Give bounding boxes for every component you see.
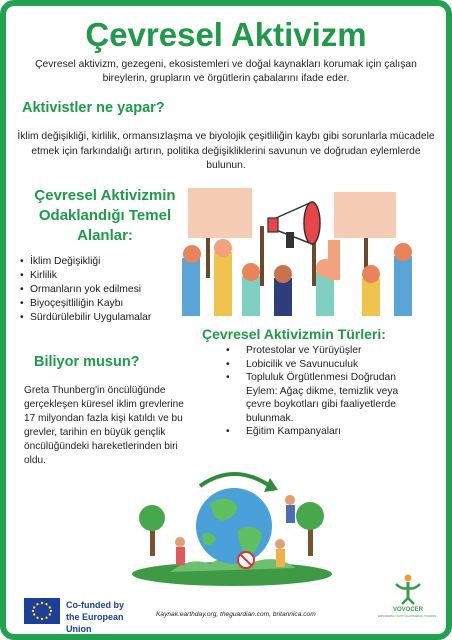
megaphone-icon: [268, 202, 320, 248]
protest-sign: [188, 188, 252, 238]
list-item: • Biyoçeşitliliğin Kaybı: [20, 297, 151, 311]
list-item: • Topluluk Örgütlenmesi Doğrudan Eylem: Ağaç dikme, temizlik veya çevre boykotları gibi faaliyetlerde bulunmak.: [236, 371, 426, 425]
list-item: • Lobicilik ve Savunuculuk: [236, 358, 426, 372]
globe-illustration: [130, 464, 334, 588]
list-item: • Ormanların yok edilmesi: [20, 283, 151, 297]
list-item: • Sürdürülebilir Uygulamalar: [20, 311, 151, 325]
vovocer-logo: [377, 570, 439, 618]
eu-flag-icon: [24, 598, 60, 624]
did-you-know-heading: Biliyor musun?: [34, 354, 140, 370]
focus-areas-list: [20, 255, 151, 325]
intro-text: Çevresel aktivizm, gezegeni, ekosistemleri ve doğal kaynakları korumak için çalışan bireylerin, grupların ve örgütlerin çabalarını ifade eder.: [35, 59, 417, 84]
eu-text: [66, 599, 144, 635]
what-they-do-heading: Aktivistler ne yapar?: [22, 100, 165, 116]
eu-cofunded-logo: [24, 598, 144, 634]
raised-arms: [182, 239, 412, 316]
list-item: • Kirlilik: [20, 269, 151, 283]
globe-icon: [196, 488, 272, 564]
protest-illustration: [176, 182, 434, 316]
poster-title: Çevresel Aktivizm: [85, 16, 367, 53]
focus-areas-heading: Çevresel Aktivizmin Odaklandığı Temel Alanlar:: [34, 187, 176, 244]
eu-line-1: Co-funded by: [66, 600, 124, 610]
eu-line-2: the European Union: [66, 612, 124, 634]
list-item: • Eğitim Kampanyaları: [236, 425, 426, 439]
source-credit: Kaynak:earthday.org, theguardian.com, britannica.com: [156, 611, 316, 618]
partner-subtitle: EMPOWERING YOUTH VOLUNTEERING TOWARDS...: [377, 615, 439, 618]
activism-types-list: [236, 344, 426, 439]
partner-name: VOVOCER: [392, 607, 424, 613]
activism-types-heading: Çevresel Aktivizmin Türleri:: [202, 326, 386, 342]
protest-sign: [334, 192, 396, 238]
did-you-know-text: Greta Thunberg'in öncülüğünde gerçekleşen küresel iklim grevlerine 17 milyondan fazla kişi katıldı ve bu grevler, tarihin en büyük gençlik öncülüğündeki hareketlerinden biri oldu.: [24, 385, 184, 466]
what-they-do-text: İklim değişikliği, kirlilik, ormansızlaşma ve biyolojik çeşitliliğin kaybı gibi sorunlarla mücadele etmek için farkındalığı artırın, politika değişikliklerini savunun ve doğrudan eylemlerde bulunun.: [17, 131, 435, 171]
person-leaf-icon: [396, 575, 420, 605]
list-item: • Protestolar ve Yürüyüşler: [236, 344, 426, 358]
list-item: • İklim Değişikliği: [20, 255, 151, 269]
no-sign-icon: [238, 552, 254, 568]
